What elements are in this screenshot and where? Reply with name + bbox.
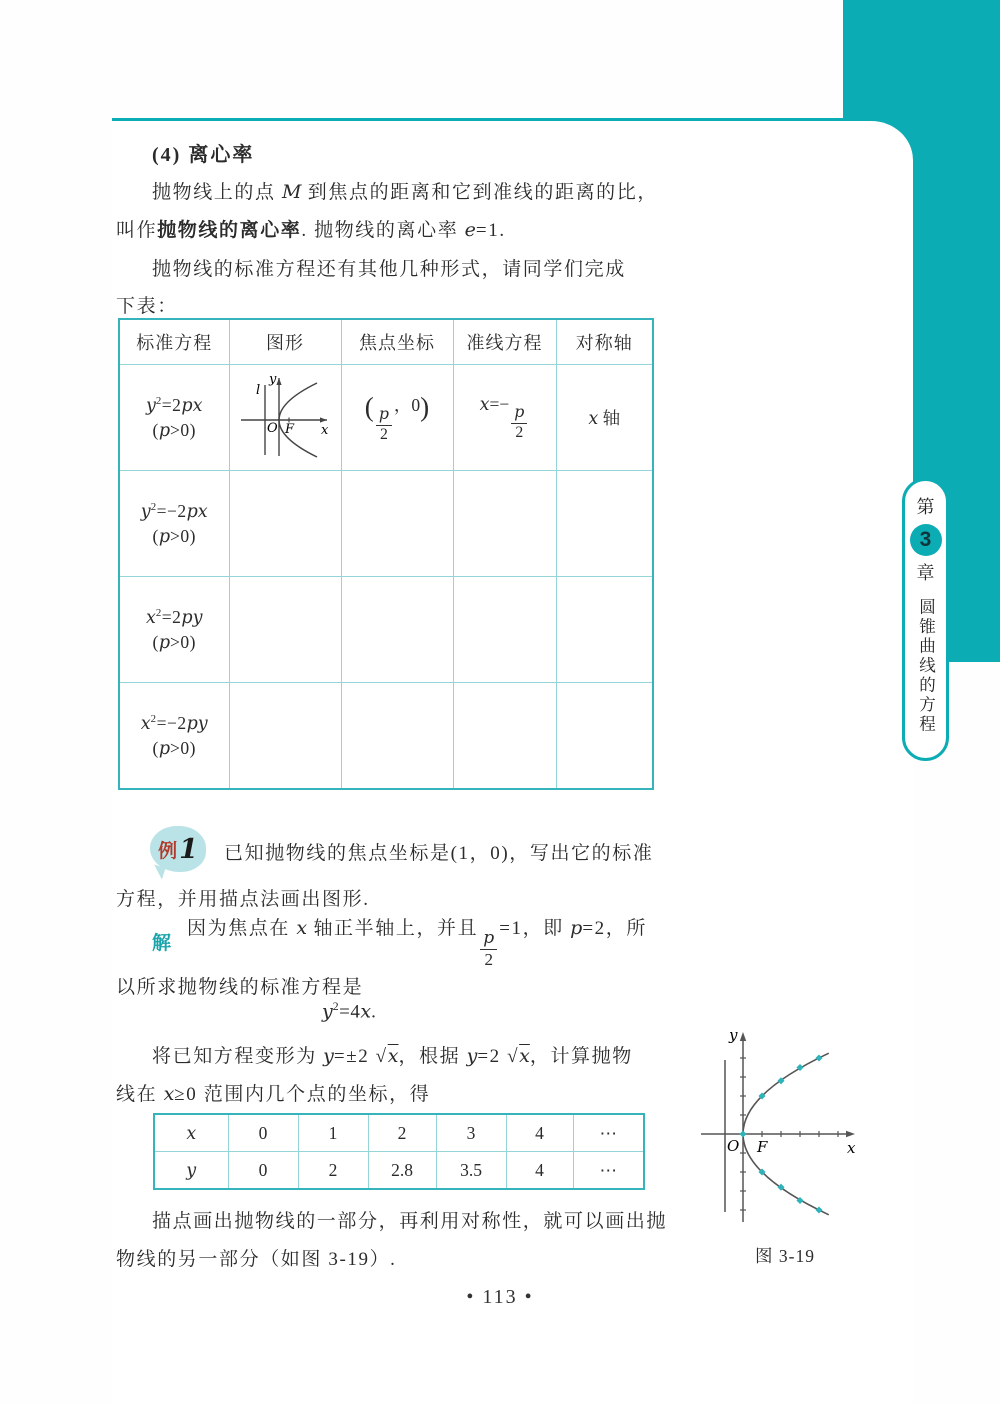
- chapter-tab: [902, 478, 949, 761]
- condition: (p>0): [152, 419, 196, 441]
- paragraph-line: 物线的另一部分（如图 3-19）.: [116, 1249, 397, 1270]
- points-table: [153, 1113, 645, 1190]
- points-row-x: [154, 1114, 644, 1152]
- y-axis-label: y: [729, 1026, 738, 1044]
- equation-cell: [119, 683, 229, 790]
- paragraph-line: 抛物线的标准方程还有其他几种形式，请同学们完成: [152, 259, 626, 280]
- cell: x: [154, 1114, 228, 1152]
- col-header-graph: 图形: [229, 319, 341, 365]
- cell: 3: [436, 1114, 506, 1152]
- col-header-focus: 焦点坐标: [341, 319, 453, 365]
- example-badge: [150, 826, 206, 872]
- cell: 2.8: [368, 1152, 436, 1190]
- chapter-tab-suffix: 章: [916, 563, 935, 584]
- directrix-cell: x=− $\frac{p}{2}$: [453, 365, 556, 471]
- solution-line: 以所求抛物线的标准方程是: [116, 977, 364, 998]
- cell: 2: [298, 1152, 368, 1190]
- table-header-row: [119, 319, 653, 365]
- example-line: 已知抛物线的焦点坐标是(1，0)，写出它的标准: [224, 843, 654, 864]
- parabola-plot: [685, 1022, 885, 1234]
- paragraph-line: 描点画出抛物线的一部分，再利用对称性，就可以画出抛: [152, 1211, 668, 1232]
- paragraph-line: 抛物线上的点 M 到焦点的距离和它到准线的距离的比，: [152, 181, 658, 203]
- page-number: • 113 •: [466, 1286, 534, 1308]
- table-row: [119, 365, 653, 471]
- cell: y: [154, 1152, 228, 1190]
- directrix-cell-empty: [453, 577, 556, 683]
- condition: (p>0): [152, 525, 196, 547]
- cell: 3.5: [436, 1152, 506, 1190]
- equation-cell: [119, 577, 229, 683]
- parabola-mini-graph: [231, 368, 339, 462]
- paragraph-line: 线在 x≥0 范围内几个点的坐标，得: [116, 1083, 431, 1105]
- table-row: [119, 471, 653, 577]
- axis-cell: x 轴: [556, 365, 653, 471]
- equation: $x^2=-2py$: [140, 712, 208, 734]
- figure-3-19: [685, 1022, 885, 1268]
- axis-cell-empty: [556, 577, 653, 683]
- paragraph-line: 下表：: [116, 296, 178, 317]
- graph-cell-empty: [229, 683, 341, 790]
- x-axis-label: x: [321, 423, 329, 438]
- directrix-cell-empty: [453, 471, 556, 577]
- cell: ⋯: [573, 1114, 644, 1152]
- origin-label: O: [727, 1137, 740, 1155]
- solution-line: [152, 917, 647, 969]
- paragraph-line: 将已知方程变形为 y=±2 √x，根据 y=2 √x，计算抛物: [152, 1045, 633, 1067]
- graph-cell-empty: [229, 577, 341, 683]
- x-axis-label: x: [847, 1139, 856, 1157]
- focus-cell-empty: [341, 683, 453, 790]
- cell: ⋯: [573, 1152, 644, 1190]
- cell: 2: [368, 1114, 436, 1152]
- points-row-y: [154, 1152, 644, 1190]
- displayed-equation: $y^2=4x$.: [322, 1000, 377, 1023]
- example-badge-number: 1: [179, 833, 198, 865]
- col-header-equation: 标准方程: [119, 319, 229, 365]
- focus-cell: ( $\frac{p}{2}$ ，0): [341, 365, 453, 471]
- y-axis-label: y: [269, 372, 277, 387]
- table-row: [119, 683, 653, 790]
- focus-label: F: [757, 1138, 768, 1156]
- cell: 0: [228, 1152, 298, 1190]
- equation: $y^2=2px$: [145, 394, 203, 416]
- chapter-title: 圆锥曲线的方程: [916, 597, 936, 735]
- graph-cell: [229, 365, 341, 471]
- section-heading: (4) 离心率: [152, 144, 255, 166]
- condition: (p>0): [152, 737, 196, 759]
- equation: $x^2=2py$: [145, 606, 203, 628]
- col-header-axis: 对称轴: [556, 319, 653, 365]
- equation: $y^2=-2px$: [140, 500, 208, 522]
- focus-cell-empty: [341, 577, 453, 683]
- standard-equation-table: [118, 318, 654, 790]
- condition: (p>0): [152, 631, 196, 653]
- solution-label: 解: [152, 932, 172, 954]
- cell: 1: [298, 1114, 368, 1152]
- cell: 4: [506, 1114, 573, 1152]
- directrix-label: l: [256, 383, 261, 398]
- axis-cell-empty: [556, 683, 653, 790]
- figure-caption: 图 3-19: [755, 1246, 815, 1266]
- focus-cell-empty: [341, 471, 453, 577]
- graph-cell-empty: [229, 471, 341, 577]
- equation-cell: [119, 365, 229, 471]
- chapter-number-badge: 3: [910, 524, 942, 556]
- directrix-cell-empty: [453, 683, 556, 790]
- solution-text: 因为焦点在 x 轴正半轴上，并且 $\frac{p}{2}$ =1，即 p=2，所: [187, 917, 647, 969]
- col-header-directrix: 准线方程: [453, 319, 556, 365]
- origin-label: O: [267, 421, 278, 436]
- cell: 0: [228, 1114, 298, 1152]
- axis-cell-empty: [556, 471, 653, 577]
- equation-cell: [119, 471, 229, 577]
- chapter-tab-prefix: 第: [916, 497, 935, 517]
- table-row: [119, 577, 653, 683]
- example-line: 方程，并用描点法画出图形.: [116, 889, 370, 910]
- example-badge-label: 例: [158, 840, 178, 862]
- cell: 4: [506, 1152, 573, 1190]
- paragraph-line: 叫作抛物线的离心率. 抛物线的离心率 e=1.: [116, 219, 506, 241]
- focus-label: F: [285, 422, 295, 437]
